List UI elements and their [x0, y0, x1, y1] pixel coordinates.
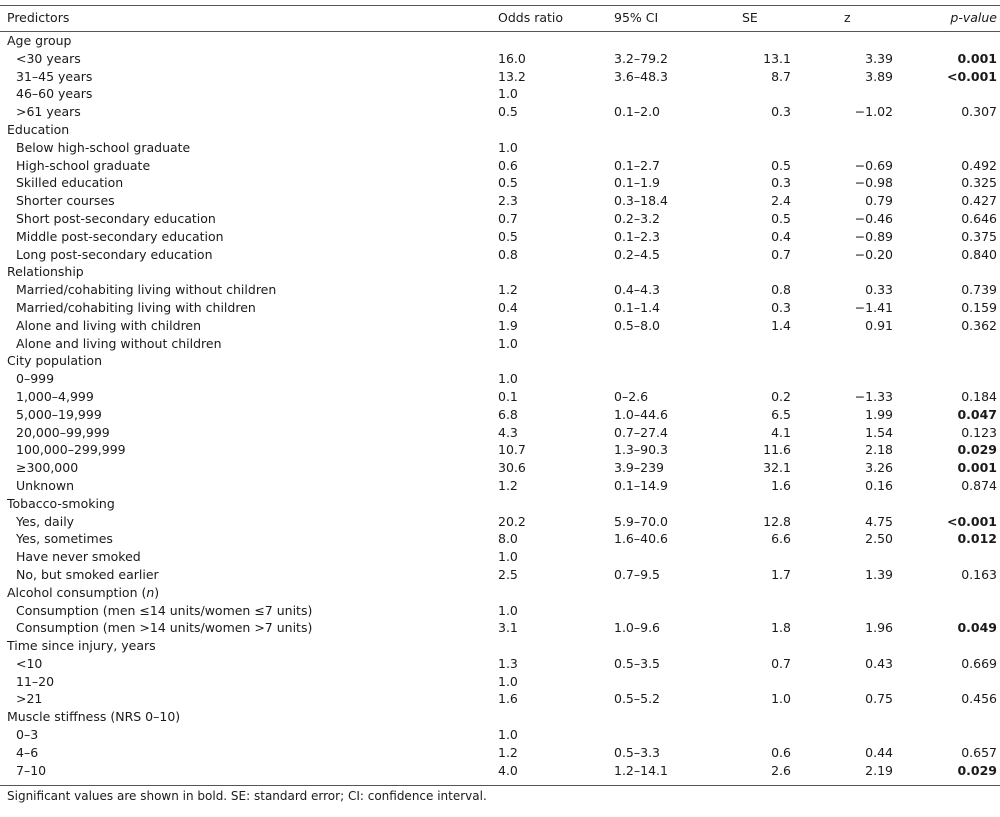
- p-value-cell: 0.307: [961, 104, 997, 120]
- odds-ratio-cell: 0.5: [498, 175, 518, 191]
- odds-ratio-cell: 1.0: [498, 727, 518, 743]
- group-label: [0, 584, 1000, 602]
- table-row: [0, 210, 1000, 228]
- p-value-cell: 0.874: [961, 477, 997, 493]
- group-label: Time since injury, years: [7, 638, 156, 654]
- odds-ratio-cell: 6.8: [498, 406, 518, 422]
- table-row: [0, 246, 1000, 264]
- p-value-cell: 0.123: [961, 424, 997, 440]
- table-footnote: Significant values are shown in bold. SE: standard error; CI: confidence interval.: [7, 789, 487, 804]
- odds-ratio-cell: 1.0: [498, 86, 518, 102]
- se-cell: 1.8: [771, 620, 791, 636]
- header-p-value: [907, 5, 1000, 32]
- header-odds-ratio: Odds ratio: [498, 10, 564, 25]
- z-cell: 1.39: [865, 566, 893, 582]
- odds-ratio-cell: 0.5: [498, 104, 518, 120]
- ci-cell: 0.1–1.9: [614, 175, 661, 191]
- se-cell: 0.2: [771, 388, 791, 404]
- header-z: z: [844, 10, 851, 25]
- ci-cell: [614, 726, 724, 744]
- odds-ratio-cell: 1.0: [498, 371, 518, 387]
- ci-cell: 5.9–70.0: [614, 513, 668, 529]
- header-se: SE: [742, 10, 758, 25]
- p-value-cell: 0.657: [961, 744, 997, 760]
- predictor-label: 46–60 years: [16, 86, 93, 102]
- table-row: [0, 388, 1000, 406]
- se-cell: 8.7: [771, 68, 791, 84]
- z-cell: 3.39: [865, 50, 893, 66]
- group-label: Age group: [7, 33, 72, 48]
- table-row: [0, 192, 1000, 210]
- ci-cell: 0.5–3.3: [614, 744, 661, 760]
- ci-cell: 1.3–90.3: [614, 442, 668, 458]
- p-value-cell: <0.001: [946, 513, 997, 529]
- table-row: [0, 157, 1000, 175]
- p-value-cell: 0.669: [961, 655, 997, 671]
- table-row: [0, 655, 1000, 673]
- z-cell: 0.79: [865, 193, 893, 209]
- group-label-text: Alcohol consumption (: [7, 584, 147, 600]
- table-row: [0, 406, 1000, 424]
- odds-ratio-cell: 1.2: [498, 744, 518, 760]
- se-cell: [724, 85, 815, 103]
- table-row: [0, 762, 1000, 780]
- p-value-cell: [907, 602, 1000, 620]
- z-cell: 4.75: [865, 513, 893, 529]
- odds-ratio-cell: 10.7: [498, 442, 526, 458]
- odds-ratio-cell: 2.5: [498, 566, 518, 582]
- odds-ratio-cell: 1.9: [498, 317, 518, 333]
- odds-ratio-cell: 1.0: [498, 602, 518, 618]
- group-header-row: [0, 352, 1000, 370]
- p-value-cell: 0.646: [961, 210, 997, 226]
- predictor-label: 1,000–4,999: [16, 388, 94, 404]
- odds-ratio-cell: 3.1: [498, 620, 518, 636]
- group-header-row: [0, 637, 1000, 655]
- predictor-label: 0–3: [16, 727, 39, 743]
- p-value-cell: 0.456: [961, 691, 997, 707]
- table-body: [0, 32, 1000, 779]
- predictor-label: Long post-secondary education: [16, 246, 213, 262]
- ci-cell: 0.4–4.3: [614, 282, 661, 298]
- z-cell: [815, 370, 907, 388]
- predictor-label: ≥300,000: [16, 460, 79, 476]
- ci-cell: 0.5–3.5: [614, 655, 661, 671]
- table-row: [0, 424, 1000, 442]
- z-cell: 2.50: [865, 531, 893, 547]
- p-value-cell: 0.184: [961, 388, 997, 404]
- z-cell: −1.33: [854, 388, 893, 404]
- predictor-label: Yes, sometimes: [16, 531, 113, 547]
- results-table-container: [0, 5, 1000, 803]
- p-value-cell: 0.840: [961, 246, 997, 262]
- se-cell: 11.6: [763, 442, 791, 458]
- odds-ratio-cell: 1.0: [498, 549, 518, 565]
- ci-cell: 0.1–1.4: [614, 299, 661, 315]
- z-cell: [815, 85, 907, 103]
- z-cell: 2.19: [865, 762, 893, 778]
- ci-cell: 1.0–9.6: [614, 620, 661, 636]
- se-cell: 0.7: [771, 655, 791, 671]
- table-row: [0, 459, 1000, 477]
- table-row: [0, 530, 1000, 548]
- odds-ratio-table: [0, 5, 1000, 779]
- table-row: [0, 744, 1000, 762]
- z-cell: 0.91: [865, 317, 893, 333]
- z-cell: [815, 139, 907, 157]
- odds-ratio-cell: 1.0: [498, 139, 518, 155]
- group-label: Relationship: [7, 264, 84, 280]
- p-value-cell: [907, 673, 1000, 691]
- predictor-label: Yes, daily: [16, 513, 75, 529]
- group-label-text: ): [154, 584, 160, 600]
- table-row: [0, 370, 1000, 388]
- table-row: [0, 513, 1000, 531]
- ci-cell: 0.1–2.0: [614, 104, 661, 120]
- z-cell: 3.26: [865, 460, 893, 476]
- table-row: [0, 174, 1000, 192]
- odds-ratio-cell: 16.0: [498, 50, 526, 66]
- ci-cell: 0.1–2.3: [614, 228, 661, 244]
- table-row: [0, 566, 1000, 584]
- se-cell: 0.6: [771, 744, 791, 760]
- se-cell: 0.4: [771, 228, 791, 244]
- predictor-label: Alone and living without children: [16, 335, 222, 351]
- se-cell: [724, 673, 815, 691]
- ci-cell: [614, 370, 724, 388]
- se-cell: 0.3: [771, 104, 791, 120]
- group-label: Education: [7, 121, 70, 137]
- ci-cell: 0.1–14.9: [614, 477, 668, 493]
- table-row: [0, 228, 1000, 246]
- p-value-cell: 0.012: [957, 531, 997, 547]
- odds-ratio-cell: 13.2: [498, 68, 526, 84]
- z-cell: [815, 548, 907, 566]
- p-value-cell: 0.427: [961, 193, 997, 209]
- p-value-cell: <0.001: [946, 68, 997, 84]
- ci-cell: [614, 602, 724, 620]
- se-cell: 12.8: [763, 513, 791, 529]
- table-row: [0, 726, 1000, 744]
- header-p-value-text: p-value: [950, 10, 997, 25]
- odds-ratio-cell: 1.2: [498, 477, 518, 493]
- predictor-label: Have never smoked: [16, 549, 141, 565]
- z-cell: −0.20: [854, 246, 893, 262]
- se-cell: 13.1: [763, 50, 791, 66]
- z-cell: [815, 673, 907, 691]
- table-row: [0, 139, 1000, 157]
- predictor-label: 0–999: [16, 371, 55, 387]
- z-cell: 0.43: [865, 655, 893, 671]
- odds-ratio-cell: 1.0: [498, 335, 518, 351]
- predictor-label: High-school graduate: [16, 157, 151, 173]
- odds-ratio-cell: 0.4: [498, 299, 518, 315]
- se-cell: [724, 726, 815, 744]
- se-cell: [724, 139, 815, 157]
- group-header-row: [0, 584, 1000, 602]
- p-value-cell: 0.362: [961, 317, 997, 333]
- predictor-label: 7–10: [16, 762, 47, 778]
- odds-ratio-cell: 4.3: [498, 424, 518, 440]
- p-value-cell: [907, 370, 1000, 388]
- ci-cell: 0.7–9.5: [614, 566, 661, 582]
- se-cell: [724, 335, 815, 353]
- predictor-label: <10: [16, 655, 43, 671]
- z-cell: [815, 602, 907, 620]
- z-cell: −0.89: [854, 228, 893, 244]
- ci-cell: 0.2–4.5: [614, 246, 661, 262]
- ci-cell: 0.1–2.7: [614, 157, 661, 173]
- ci-cell: 0–2.6: [614, 388, 649, 404]
- z-cell: 0.44: [865, 744, 893, 760]
- ci-cell: [614, 548, 724, 566]
- p-value-cell: 0.159: [961, 299, 997, 315]
- se-cell: 6.5: [771, 406, 791, 422]
- header-ci: 95% CI: [614, 10, 659, 25]
- predictor-label: Shorter courses: [16, 193, 115, 209]
- se-cell: 1.4: [771, 317, 791, 333]
- odds-ratio-cell: 0.6: [498, 157, 518, 173]
- se-cell: [724, 602, 815, 620]
- z-cell: 1.99: [865, 406, 893, 422]
- table-row: [0, 548, 1000, 566]
- ci-cell: 3.2–79.2: [614, 50, 668, 66]
- z-cell: 0.33: [865, 282, 893, 298]
- header-predictors: Predictors: [7, 10, 70, 25]
- ci-cell: 0.2–3.2: [614, 210, 661, 226]
- z-cell: −0.69: [854, 157, 893, 173]
- odds-ratio-cell: 0.7: [498, 210, 518, 226]
- odds-ratio-cell: 0.1: [498, 388, 518, 404]
- z-cell: −1.41: [854, 299, 893, 315]
- se-cell: 0.5: [771, 210, 791, 226]
- table-row: [0, 335, 1000, 353]
- predictor-label: Middle post-secondary education: [16, 228, 224, 244]
- z-cell: 1.96: [865, 620, 893, 636]
- group-label-italic: n: [146, 584, 155, 600]
- p-value-cell: 0.375: [961, 228, 997, 244]
- ci-cell: [614, 673, 724, 691]
- odds-ratio-cell: 8.0: [498, 531, 518, 547]
- odds-ratio-cell: 1.6: [498, 691, 518, 707]
- p-value-cell: 0.492: [961, 157, 997, 173]
- se-cell: [724, 370, 815, 388]
- predictor-label: Alone and living with children: [16, 317, 202, 333]
- se-cell: 0.7: [771, 246, 791, 262]
- p-value-cell: [907, 139, 1000, 157]
- se-cell: 1.6: [771, 477, 791, 493]
- table-row: [0, 602, 1000, 620]
- predictor-label: Married/cohabiting living without children: [16, 282, 277, 298]
- table-row: [0, 50, 1000, 68]
- se-cell: 0.3: [771, 299, 791, 315]
- group-label: Muscle stiffness (NRS 0–10): [7, 709, 181, 725]
- se-cell: [724, 548, 815, 566]
- predictor-label: Consumption (men >14 units/women >7 units): [16, 620, 313, 636]
- odds-ratio-cell: 0.5: [498, 228, 518, 244]
- table-row: [0, 281, 1000, 299]
- group-header-row: [0, 495, 1000, 513]
- se-cell: 2.4: [771, 193, 791, 209]
- odds-ratio-cell: 4.0: [498, 762, 518, 778]
- p-value-cell: 0.001: [957, 460, 997, 476]
- group-header-row: [0, 32, 1000, 50]
- predictor-label: 20,000–99,999: [16, 424, 110, 440]
- predictor-label: No, but smoked earlier: [16, 566, 159, 582]
- z-cell: [815, 335, 907, 353]
- p-value-cell: 0.047: [957, 406, 997, 422]
- predictor-label: 100,000–299,999: [16, 442, 126, 458]
- p-value-cell: 0.029: [957, 762, 997, 778]
- ci-cell: 3.9–239: [614, 460, 664, 476]
- p-value-cell: 0.029: [957, 442, 997, 458]
- predictor-label: Married/cohabiting living with children: [16, 299, 256, 315]
- se-cell: 1.7: [771, 566, 791, 582]
- table-header-row: [0, 5, 1000, 32]
- predictor-label: Consumption (men ≤14 units/women ≤7 units): [16, 602, 313, 618]
- predictor-label: Unknown: [16, 477, 75, 493]
- ci-cell: 1.6–40.6: [614, 531, 668, 547]
- predictor-label: >61 years: [16, 104, 81, 120]
- predictor-label: 11–20: [16, 673, 55, 689]
- group-label: City population: [7, 353, 102, 369]
- z-cell: −1.02: [854, 104, 893, 120]
- group-header-row: [0, 263, 1000, 281]
- p-value-cell: 0.001: [957, 50, 997, 66]
- predictor-label: 31–45 years: [16, 68, 93, 84]
- se-cell: 2.6: [771, 762, 791, 778]
- predictor-label: Short post-secondary education: [16, 210, 216, 226]
- ci-cell: 1.2–14.1: [614, 762, 668, 778]
- table-row: [0, 477, 1000, 495]
- ci-cell: [614, 85, 724, 103]
- se-cell: 0.5: [771, 157, 791, 173]
- ci-cell: 0.7–27.4: [614, 424, 668, 440]
- se-cell: 0.8: [771, 282, 791, 298]
- se-cell: 6.6: [771, 531, 791, 547]
- table-row: [0, 441, 1000, 459]
- group-header-row: [0, 121, 1000, 139]
- table-row: [0, 619, 1000, 637]
- ci-cell: 0.3–18.4: [614, 193, 668, 209]
- predictor-label: Skilled education: [16, 175, 124, 191]
- p-value-cell: [907, 726, 1000, 744]
- p-value-cell: [907, 548, 1000, 566]
- table-row: [0, 690, 1000, 708]
- table-row: [0, 299, 1000, 317]
- odds-ratio-cell: 1.2: [498, 282, 518, 298]
- z-cell: −0.46: [854, 210, 893, 226]
- predictor-label: >21: [16, 691, 43, 707]
- ci-cell: 0.5–8.0: [614, 317, 661, 333]
- z-cell: 3.89: [865, 68, 893, 84]
- z-cell: 2.18: [865, 442, 893, 458]
- p-value-cell: 0.739: [961, 282, 997, 298]
- p-value-cell: 0.049: [957, 620, 997, 636]
- z-cell: 1.54: [865, 424, 893, 440]
- ci-cell: 3.6–48.3: [614, 68, 668, 84]
- table-row: [0, 85, 1000, 103]
- ci-cell: 1.0–44.6: [614, 406, 668, 422]
- p-value-cell: [907, 335, 1000, 353]
- z-cell: [815, 726, 907, 744]
- p-value-cell: [907, 85, 1000, 103]
- odds-ratio-cell: 20.2: [498, 513, 526, 529]
- odds-ratio-cell: 30.6: [498, 460, 526, 476]
- ci-cell: 0.5–5.2: [614, 691, 661, 707]
- predictor-label: <30 years: [16, 50, 81, 66]
- z-cell: −0.98: [854, 175, 893, 191]
- predictor-label: 5,000–19,999: [16, 406, 102, 422]
- predictor-label: Below high-school graduate: [16, 139, 191, 155]
- group-header-row: [0, 708, 1000, 726]
- odds-ratio-cell: 1.0: [498, 673, 518, 689]
- table-row: [0, 68, 1000, 86]
- odds-ratio-cell: 2.3: [498, 193, 518, 209]
- table-row: [0, 673, 1000, 691]
- table-row: [0, 103, 1000, 121]
- se-cell: 4.1: [771, 424, 791, 440]
- odds-ratio-cell: 1.3: [498, 655, 518, 671]
- se-cell: 1.0: [771, 691, 791, 707]
- ci-cell: [614, 139, 724, 157]
- ci-cell: [614, 335, 724, 353]
- group-label: Tobacco-smoking: [7, 495, 115, 511]
- table-row: [0, 317, 1000, 335]
- z-cell: 0.16: [865, 477, 893, 493]
- p-value-cell: 0.163: [961, 566, 997, 582]
- odds-ratio-cell: 0.8: [498, 246, 518, 262]
- p-value-cell: 0.325: [961, 175, 997, 191]
- predictor-label: 4–6: [16, 744, 39, 760]
- se-cell: 0.3: [771, 175, 791, 191]
- se-cell: 32.1: [763, 460, 791, 476]
- z-cell: 0.75: [865, 691, 893, 707]
